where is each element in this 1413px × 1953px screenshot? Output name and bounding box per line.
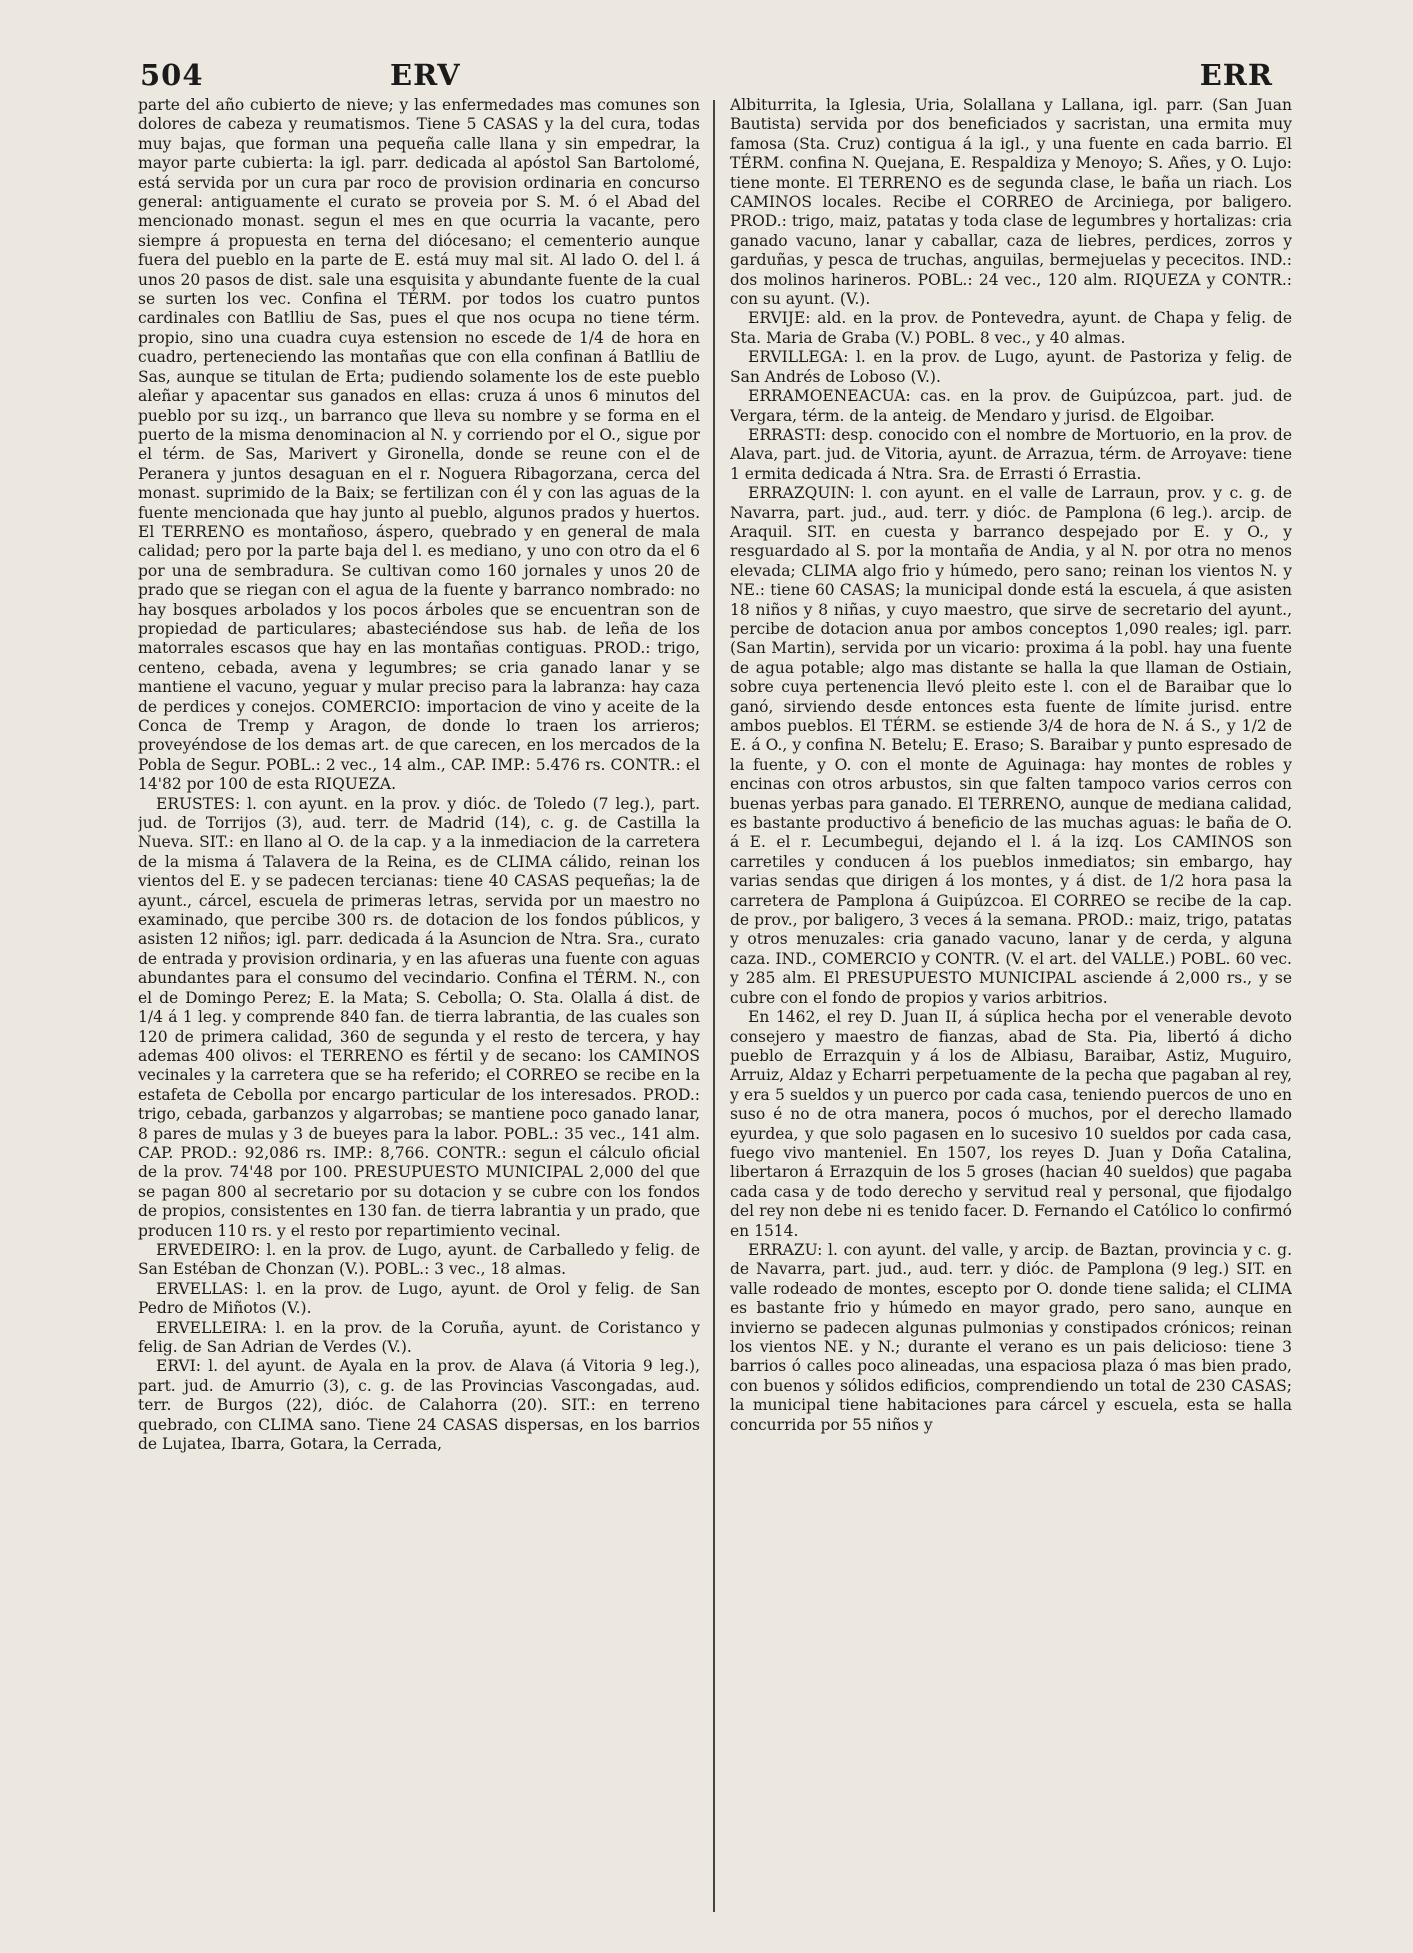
dictionary-entry: ERRAZU: l. con ayunt. del valle, y arcip. de Baztan, provincia y c. g. de Navarra, part. jud., aud. terr. y dióc. de Pamplona (9 leg.) SIT. en valle rodeado de montes, escepto por O. donde tiene salida; el CLIMA es bastante frio y húmedo en mayor grado, pero sano, aunque en invierno se padecen algunas pulmonias y constipados crónicos; reinan los vientos NE. y N.; durante el verano es un pais delicioso: tiene 3 barrios ó calles poco alineadas, una espaciosa plaza ó mas bien prado, con buenos y sólidos edificios, comprendiendo un total de 230 CASAS; la municipal tiene habitaciones para cárcel y escuela, esta se halla concurrida por 55 niños y — [730, 1240, 1292, 1434]
left-running-head: ERV — [390, 58, 461, 92]
dictionary-entry: parte del año cubierto de nieve; y las enfermedades mas comunes son dolores de cabeza y reumatismos. Tiene 5 CASAS y la del cura, todas muy bajas, que forman una pequeña calle llana y sin empedrar, la mayor parte cubierta: la igl. parr. dedicada al apóstol San Bartolomé, está servida por un cura par roco de provision ordinaria en concurso general: antiguamente el curato se proveia por S. M. ó el Abad del mencionado monast. segun el mes en que ocurria la vacante, pero siempre á propuesta en terna del diócesano; el cementerio aunque fuera del pueblo en la parte de E. está muy mal sit. Al lado O. del l. á unos 20 pasos de dist. sale una esquisita y abundante fuente de la cual se surten los vec. Confina el TÉRM. por todos los cuatro puntos cardinales con Batlliu de Sas, pues el que nos ocupa no tiene térm. propio, sino una cuadra cuya estension no escede de 1/4 de hora en cuadro, perteneciendo las montañas que con ella confinan á Batlliu de Sas, aunque se titulan de Erta; pudiendo solamente los de este pueblo aleñar y apacentar sus ganados en ellas: cruza á unos 6 minutos del pueblo por su izq., un barranco que lleva su nombre y se forma en el puerto de la misma denominacion al N. y corriendo por el O., sigue por el térm. de Sas, Marivert y Gironella, donde se reune con el de Peranera y juntos desaguan en el r. Noguera Ribagorzana, cerca del monast. suprimido de la Baix; se fertilizan con él y con las aguas de la fuente mencionada que hay junto al pueblo, algunos prados y huertos. El TERRENO es montañoso, áspero, quebrado y en general de mala calidad; pero por la parte baja del l. es mediano, y uno con otro da el 6 por una de sembradura. Se cultivan como 160 jornales y unos 20 de prado que se riegan con el agua de la fuente y barranco nombrado: no hay bosques arbolados y los pocos árboles que se encuentran son de propiedad de particulares; abasteciéndose sus hab. de leña de los matorrales escasos que hay en las montañas contiguas. PROD.: trigo, centeno, cebada, avena y legumbres; se cria ganado lanar y se mantiene el vacuno, yeguar y mular preciso para la labranza: hay caza de perdices y conejos. COMERCIO: importacion de vino y aceite de la Conca de Tremp y Aragon, de donde lo traen los arrieros; proveyéndose de los demas art. de que carecen, en los mercados de la Pobla de Segur. POBL.: 2 vec., 14 alm., CAP. IMP.: 5.476 rs. CONTR.: el 14'82 por 100 de esta RIQUEZA. — [138, 96, 700, 794]
left-column — [138, 96, 700, 1912]
dictionary-entry: ERVELLEIRA: l. en la prov. de la Coruña, ayunt. de Coristanco y felig. de San Adrian de Verdes (V.). — [138, 1318, 700, 1356]
page-number: 504 — [140, 58, 204, 92]
dictionary-entry: ERVELLAS: l. en la prov. de Lugo, ayunt. de Orol y felig. de San Pedro de Miñotos (V.). — [138, 1279, 700, 1318]
dictionary-entry: Albiturrita, la Iglesia, Uria, Solallana y Lallana, igl. parr. (San Juan Bautista) servida por dos beneficiados y sacristan, una ermita muy famosa (Sta. Cruz) contigua á la igl., y una fuente en cada barrio. El TÉRM. confina N. Quejana, E. Respaldiza y Menoyo; S. Añes, y O. Lujo: tiene monte. El TERRENO es de segunda clase, le baña un riach. Los CAMINOS locales. Recibe el CORREO de Arciniega, por baligero. PROD.: trigo, maiz, patatas y toda clase de legumbres y hortalizas: cria ganado vacuno, lanar y caballar, caza de liebres, perdices, zorros y garduñas, y pesca de truchas, anguilas, bermejuelas y pececitos. IND.: dos molinos harineros. POBL.: 24 vec., 120 alm. RIQUEZA y CONTR.: con su ayunt. (V.). — [730, 96, 1292, 309]
dictionary-entry: ERVEDEIRO: l. en la prov. de Lugo, ayunt. de Carballedo y felig. de San Estéban de Chonzan (V.). POBL.: 3 vec., 18 almas. — [138, 1240, 700, 1279]
column-divider — [713, 100, 715, 1912]
dictionary-entry: ERVILLEGA: l. en la prov. de Lugo, ayunt. de Pastoriza y felig. de San Andrés de Loboso (V.). — [730, 348, 1292, 386]
dictionary-entry: ERVI: l. del ayunt. de Ayala en la prov. de Alava (á Vitoria 9 leg.), part. jud. de Amurrio (3), c. g. de las Provincias Vascongadas, aud. terr. de Burgos (22), dióc. de Calahorra (20). SIT.: en terreno quebrado, con CLIMA sano. Tiene 24 CASAS dispersas, en los barrios de Lujatea, Ibarra, Gotara, la Cerrada, — [138, 1357, 700, 1454]
dictionary-entry: En 1462, el rey D. Juan II, á súplica hecha por el venerable devoto consejero y maestro de fianzas, abad de Sta. Pia, libertó á dicho pueblo de Errazquin y á los de Albiasu, Baraibar, Astiz, Muguiro, Arruiz, Aldaz y Echarri perpetuamente de la pecha que pagaban al rey, y era 5 sueldos y un puerco por cada casa, teniendo puercos de uno en suso é no de otra manera, pocos ó muchos, por el derecho llamado eyurdea, y que solo pagasen en lo sucesivo 10 sueldos por cada casa, fuego vivo manteniel. En 1507, los reyes D. Juan y Doña Catalina, libertaron á Errazquin de los 5 groses (hacian 40 sueldos) que pagaba cada casa y de todo derecho y servitud real y personal, que fijodalgo del rey non debe ni es tenido facer. D. Fernando el Católico lo confirmó en 1514. — [730, 1008, 1292, 1240]
page-header — [140, 58, 1273, 98]
dictionary-entry: ERVIJE: ald. en la prov. de Pontevedra, ayunt. de Chapa y felig. de Sta. Maria de Graba (V.) POBL. 8 vec., y 40 almas. — [730, 309, 1292, 347]
right-column — [730, 96, 1292, 1912]
dictionary-entry: ERRASTI: desp. conocido con el nombre de Mortuorio, en la prov. de Alava, part. jud. de Vitoria, ayunt. de Arrazua, térm. de Arroyave: tiene 1 ermita dedicada á Ntra. Sra. de Errasti ó Errastia. — [730, 425, 1292, 483]
dictionary-entry: ERRAZQUIN: l. con ayunt. en el valle de Larraun, prov. y c. g. de Navarra, part. jud., aud. terr. y dióc. de Pamplona (6 leg.). arcip. de Araquil. SIT. en cuesta y barranco despejado por E. y O., y resguardado al S. por la montaña de Andia, y al N. por otra no menos elevada; CLIMA algo frio y húmedo, pero sano; reinan los vientos N. y NE.: tiene 60 CASAS; la municipal donde está la escuela, á que asisten 18 niños y 8 niñas, y cuyo maestro, que sirve de secretario del ayunt., percibe de dotacion anua por ambos conceptos 1,090 reales; igl. parr. (San Martin), servida por un vicario: proxima á la pobl. hay una fuente de agua potable; algo mas distante se halla la que llaman de Ostiain, sobre cuya pertenencia llevó pleito este l. con el de Baraibar que lo ganó, sirviendo desde entonces esta fuente de límite jurisd. entre ambos pueblos. El TÉRM. se estiende 3/4 de hora de N. á S., y 1/2 de E. á O., y confina N. Betelu; E. Eraso; S. Baraibar y punto espresado de la fuente, y O. con el monte de Aguinaga: hay montes de robles y encinas con otros arbustos, sin que falten tampoco varios cerros con buenas yerbas para ganado. El TERRENO, aunque de mediana calidad, es bastante productivo á beneficio de las muchas aguas: le baña de O. á E. el r. Lecumbegui, dejando el l. á la izq. Los CAMINOS son carretiles y conducen á los pueblos inmediatos; sin embargo, hay varias sendas que dirigen á los montes, y á dist. de 1/2 hora pasa la carretera de Pamplona á Guipúzcoa. El CORREO se recibe de la cap. de prov., por baligero, 3 veces á la semana. PROD.: maiz, trigo, patatas y otros menuzales: cria ganado vacuno, lanar y de cerda, y alguna caza. IND., COMERCIO y CONTR. (V. el art. del VALLE.) POBL. 60 vec. y 285 alm. El PRESUPUESTO MUNICIPAL asciende á 2,000 rs., y se cubre con el fondo de propios y varios arbitrios. — [730, 484, 1292, 1007]
right-running-head: ERR — [1199, 58, 1273, 92]
dictionary-entry: ERUSTES: l. con ayunt. en la prov. y dióc. de Toledo (7 leg.), part. jud. de Torrijos (3), aud. terr. de Madrid (14), c. g. de Castilla la Nueva. SIT.: en llano al O. de la cap. y a la inmediacion de la carretera de la misma á Talavera de la Reina, es de CLIMA cálido, reinan los vientos del E. y se padecen tercianas: tiene 40 CASAS pequeñas; la de ayunt., cárcel, escuela de primeras letras, servida por un maestro no examinado, que percibe 300 rs. de dotacion de los fondos públicos, y asisten 12 niños; igl. parr. dedicada á la Asuncion de Ntra. Sra., curato de entrada y provision ordinaria, y en las afueras una fuente con aguas abundantes para el consumo del vecindario. Confina el TÉRM. N., con el de Domingo Perez; E. la Mata; S. Cebolla; O. Sta. Olalla á dist. de 1/4 á 1 leg. y comprende 840 fan. de tierra labrantia, de las cuales son 120 de primera calidad, 360 de segunda y el resto de tercera, y hay ademas 400 olivos: el TERRENO es fértil y de secano: los CAMINOS vecinales y la carretera que se ha referido; el CORREO se recibe en la estafeta de Cebolla por encargo particular de los interesados. PROD.: trigo, cebada, garbanzos y algarrobas; se mantiene poco ganado lanar, 8 pares de mulas y 3 de bueyes para la labor. POBL.: 35 vec., 141 alm. CAP. PROD.: 92,086 rs. IMP.: 8,766. CONTR.: segun el cálculo oficial de la prov. 74'48 por 100. PRESUPUESTO MUNICIPAL 2,000 del que se pagan 800 al secretario por su dotacion y se cubre con los fondos de propios, consistentes en 130 fan. de tierra labrantia y un prado, que producen 110 rs. y el resto por repartimiento vecinal. — [138, 794, 700, 1240]
dictionary-entry: ERRAMOENEACUA: cas. en la prov. de Guipúzcoa, part. jud. de Vergara, térm. de la anteig. de Mendaro y jurisd. de Elgoibar. — [730, 387, 1292, 425]
